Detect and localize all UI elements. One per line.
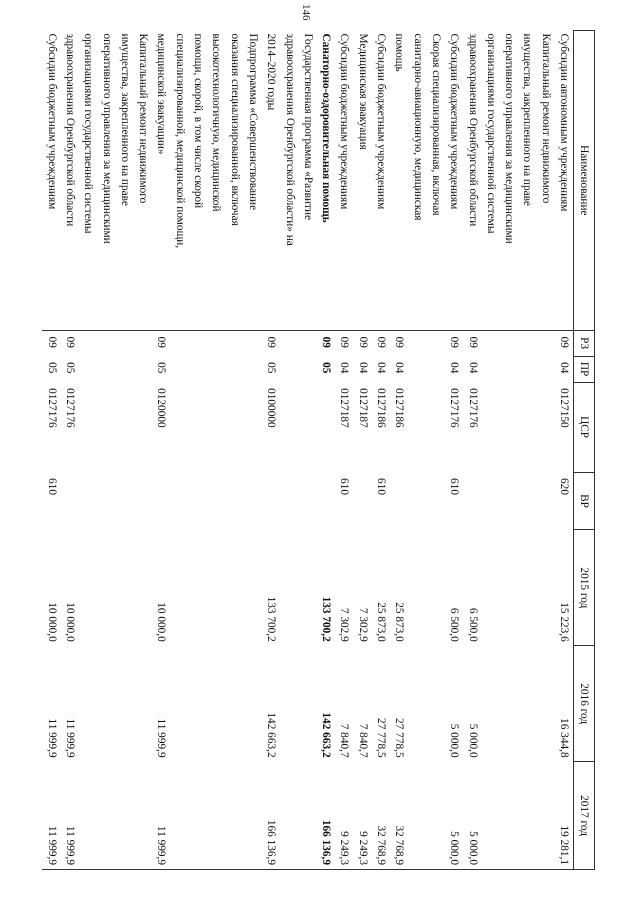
cell-2016: 5 000,0 <box>448 723 461 758</box>
cell-2016: 11 999,9 <box>45 718 58 758</box>
cell-2016: 27 778,5 <box>375 718 388 758</box>
table-row <box>335 31 353 870</box>
cell-pr: 05 <box>320 362 333 374</box>
name-line: специализированной, медицинской помощи, <box>173 33 186 249</box>
name-line: Субсидии автономным учреждениям <box>558 33 570 212</box>
budget-table <box>42 30 595 870</box>
name-line: Капитальный ремонт недвижимого <box>539 33 552 204</box>
cell-csr: 0100000 <box>265 388 278 428</box>
table-row <box>463 31 554 870</box>
header-2017: 2017 год <box>574 762 595 870</box>
cell-pr: 05 <box>45 362 58 374</box>
cell-csr: 0120000 <box>155 388 168 428</box>
cell-2017: 166 136,9 <box>262 762 317 870</box>
cell-2016: 7 840,7 <box>338 723 351 758</box>
name-line: Государственная программа «Развитие <box>301 33 314 221</box>
cell-rz: 09 <box>45 336 58 348</box>
cell-pr: 04 <box>558 362 570 374</box>
cell-2015: 133 700,2 <box>320 596 333 642</box>
cell-2016: 11 999,9 <box>155 718 168 758</box>
cell-csr: 0127176 <box>448 388 461 428</box>
cell-name <box>463 31 554 331</box>
name-line: Санаторно-оздоровительная помощь <box>320 33 333 223</box>
cell-rz: 09 <box>320 336 333 348</box>
cell-2017: 32 768,9 <box>372 762 390 870</box>
name-line: Скорая специализированная, включая <box>429 33 442 216</box>
cell-vr: 610 <box>45 478 58 495</box>
table-row <box>390 31 445 870</box>
cell-pr: 04 <box>375 362 388 374</box>
cell-2017: 11 999,9 <box>61 762 152 870</box>
cell-2016: 5 000,0 <box>466 723 479 758</box>
name-line: Подпрограмма «Совершенствование <box>246 33 259 211</box>
cell-rz: 09 <box>558 336 570 348</box>
cell-2015: 10 000,0 <box>63 602 76 642</box>
cell-2016: 7 840,7 <box>356 723 369 758</box>
cell-vr: 610 <box>338 478 351 495</box>
cell-2017: 19 281,1 <box>555 762 574 870</box>
cell-csr: 0127176 <box>63 388 76 428</box>
table-row <box>317 31 335 870</box>
cell-csr <box>317 382 335 472</box>
name-line: здравоохранения Оренбургской области <box>63 33 76 227</box>
cell-vr <box>353 472 371 530</box>
cell-2016: 27 778,5 <box>393 718 406 758</box>
cell-vr: 610 <box>448 478 461 495</box>
cell-name <box>353 31 371 331</box>
cell-name <box>335 31 353 331</box>
cell-rz: 09 <box>338 336 351 348</box>
rotated-page <box>10 30 595 870</box>
cell-2015: 133 700,2 <box>265 596 278 642</box>
table-body <box>42 31 573 870</box>
cell-name <box>262 31 317 331</box>
table-row <box>555 31 574 870</box>
cell-2015: 7 302,9 <box>356 607 369 642</box>
cell-name <box>42 31 60 331</box>
name-line: санитарно-авиационную, медицинская <box>411 33 424 221</box>
cell-name <box>390 31 445 331</box>
cell-2015: 6 500,0 <box>448 607 461 642</box>
name-line: Субсидии бюджетным учреждениям <box>45 33 58 210</box>
cell-pr: 04 <box>466 362 479 374</box>
name-line: оперативного управления за медицинскими <box>503 33 516 244</box>
cell-pr: 05 <box>155 362 168 374</box>
cell-vr <box>262 472 317 530</box>
cell-rz: 09 <box>393 336 406 348</box>
cell-2015: 25 873,0 <box>393 602 406 642</box>
cell-2016: 142 663,2 <box>265 712 278 758</box>
cell-2017: 5 000,0 <box>445 762 463 870</box>
cell-2015: 6 500,0 <box>466 607 479 642</box>
cell-2017: 32 768,9 <box>390 762 445 870</box>
cell-name <box>372 31 390 331</box>
cell-pr: 05 <box>265 362 278 374</box>
cell-rz: 09 <box>63 336 76 348</box>
name-line: здравоохранения Оренбургской области <box>466 33 479 227</box>
name-line: имущества, закрепленного на праве <box>521 33 534 206</box>
header-2015: 2015 год <box>574 530 595 646</box>
cell-name <box>152 31 262 331</box>
cell-pr: 05 <box>63 362 76 374</box>
name-line: помощи, скорой, в том числе скорой <box>192 33 205 209</box>
cell-2015: 10 000,0 <box>155 602 168 642</box>
name-line: Субсидии бюджетным учреждениям <box>338 33 351 210</box>
cell-2017: 9 249,3 <box>353 762 371 870</box>
cell-vr <box>61 472 152 530</box>
header-vr: ВР <box>574 472 595 530</box>
cell-csr: 0127187 <box>356 388 369 428</box>
table-header-row <box>574 31 595 870</box>
header-pr: ПР <box>574 356 595 382</box>
cell-vr <box>463 472 554 530</box>
cell-csr: 0127187 <box>338 388 351 428</box>
cell-2016: 142 663,2 <box>320 712 333 758</box>
name-line: высокотехнологичную, медицинской <box>210 33 223 212</box>
cell-rz: 09 <box>466 336 479 348</box>
cell-2015: 25 873,0 <box>375 602 388 642</box>
name-line: Медицинская эвакуация <box>356 33 369 150</box>
cell-rz: 09 <box>155 336 168 348</box>
table-row <box>42 31 60 870</box>
cell-2015: 15 223,6 <box>558 602 570 642</box>
table-row <box>61 31 152 870</box>
cell-pr: 04 <box>448 362 461 374</box>
cell-2015: 7 302,9 <box>338 607 351 642</box>
cell-name <box>445 31 463 331</box>
cell-2015: 10 000,0 <box>45 602 58 642</box>
table-row <box>353 31 371 870</box>
header-rz: РЗ <box>574 330 595 356</box>
name-line: Субсидии бюджетным учреждениям <box>448 33 461 210</box>
header-csr: ЦСР <box>574 382 595 472</box>
table-row <box>262 31 317 870</box>
cell-vr: 610 <box>375 478 388 495</box>
name-line: оказания специализированной, включая <box>228 33 241 226</box>
table-row <box>445 31 463 870</box>
cell-2017: 11 999,9 <box>42 762 60 870</box>
cell-vr: 620 <box>558 478 570 495</box>
name-line: Субсидии бюджетным учреждениям <box>375 33 388 210</box>
cell-2017: 11 999,9 <box>152 762 262 870</box>
name-line: помощь <box>393 33 406 72</box>
cell-rz: 09 <box>448 336 461 348</box>
cell-pr: 04 <box>356 362 369 374</box>
cell-name <box>317 31 335 331</box>
cell-vr <box>390 472 445 530</box>
cell-rz: 09 <box>375 336 388 348</box>
cell-pr: 04 <box>338 362 351 374</box>
cell-2017: 166 136,9 <box>317 762 335 870</box>
header-2016: 2016 год <box>574 646 595 762</box>
name-line: оперативного управления за медицинскими <box>100 33 113 244</box>
name-line: организациями государственной системы <box>82 33 95 234</box>
name-line: Капитальный ремонт недвижимого <box>137 33 150 204</box>
cell-csr: 0127150 <box>558 388 570 428</box>
cell-csr: 0127176 <box>466 388 479 428</box>
name-line: медицинской эвакуации» <box>155 33 168 155</box>
cell-2016: 16 344,8 <box>558 718 570 758</box>
cell-2016: 11 999,9 <box>63 718 76 758</box>
table-row <box>372 31 390 870</box>
cell-csr: 0127186 <box>375 388 388 428</box>
cell-2017: 5 000,0 <box>463 762 554 870</box>
header-name: Наименование <box>574 31 595 331</box>
page-number: 146 <box>300 4 312 21</box>
name-line: организациями государственной системы <box>484 33 497 234</box>
cell-name <box>61 31 152 331</box>
cell-2017: 9 249,3 <box>335 762 353 870</box>
cell-rz: 09 <box>265 336 278 348</box>
name-line: здравоохранения Оренбургской области» на <box>283 33 296 246</box>
table-row <box>152 31 262 870</box>
cell-vr <box>152 472 262 530</box>
name-line: имущества, закрепленного на праве <box>118 33 131 206</box>
cell-pr: 04 <box>393 362 406 374</box>
name-line: 2014–2020 годы <box>265 33 278 111</box>
cell-csr: 0127176 <box>45 388 58 428</box>
cell-name <box>555 31 574 331</box>
cell-vr <box>317 472 335 530</box>
cell-rz: 09 <box>356 336 369 348</box>
cell-csr: 0127186 <box>393 388 406 428</box>
